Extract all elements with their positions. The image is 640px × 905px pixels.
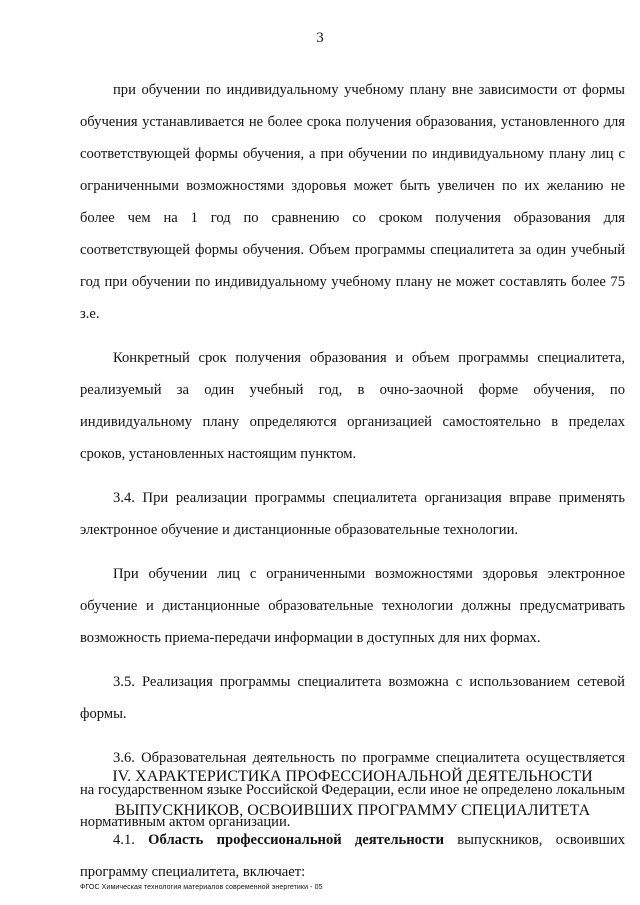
chapter-heading-line: ВЫПУСКНИКОВ, ОСВОИВШИХ ПРОГРАММУ СПЕЦИАЛИТЕТА bbox=[114, 802, 591, 819]
paragraph: при обучении по индивидуальному учебному плану вне зависимости от формы обучения устанавливается не более срока получения образования, установленного для соответствующей формы обучения, а при обучении по индивидуальному плану лиц с ограниченными возможностями здоровья может быть увеличен по их желанию не более чем на 1 год по сравнению со сроком получения образования для соответствующей формы обучения. Объем программы специалитета за один учебный год при обучении по индивидуальному учебному плану не может составлять более 75 з.е. bbox=[80, 82, 625, 322]
document-footer: ФГОС Химическая технология материалов современной энергетики - 05 bbox=[80, 884, 323, 891]
clause-number: 4.1. bbox=[113, 832, 135, 848]
paragraph bbox=[80, 824, 625, 888]
clause-text: выпускников, освоивших программу специалитета, включает: bbox=[80, 832, 625, 880]
paragraph: 3.6. Образовательная деятельность по программе специалитета осуществляется на государственном языке Российской Федерации, если иное не определено локальным нормативным актом организации. bbox=[80, 750, 625, 830]
paragraph: Конкретный срок получения образования и объем программы специалитета, реализуемый за один учебный год, в очно-заочной форме обучения, по индивидуальному плану определяются организацией самостоятельно в пределах сроков, установленных настоящим пунктом. bbox=[80, 350, 625, 462]
clause-bold-term: Область профессиональной деятельности bbox=[148, 832, 444, 848]
paragraph: 3.5. Реализация программы специалитета возможна с использованием сетевой формы. bbox=[80, 674, 625, 722]
chapter-heading bbox=[80, 760, 625, 828]
paragraph: При обучении лиц с ограниченными возможностями здоровья электронное обучение и дистанционные образовательные технологии должны предусматривать возможность приема-передачи информации в доступных для них формах. bbox=[80, 566, 625, 646]
paragraph: 3.4. При реализации программы специалитета организация вправе применять электронное обучение и дистанционные образовательные технологии. bbox=[80, 490, 625, 538]
clause-4-1 bbox=[80, 824, 625, 888]
page-number: 3 bbox=[316, 30, 324, 46]
document-body bbox=[80, 74, 625, 838]
chapter-heading-line: IV. ХАРАКТЕРИСТИКА ПРОФЕССИОНАЛЬНОЙ ДЕЯТЕЛЬНОСТИ bbox=[112, 768, 593, 785]
